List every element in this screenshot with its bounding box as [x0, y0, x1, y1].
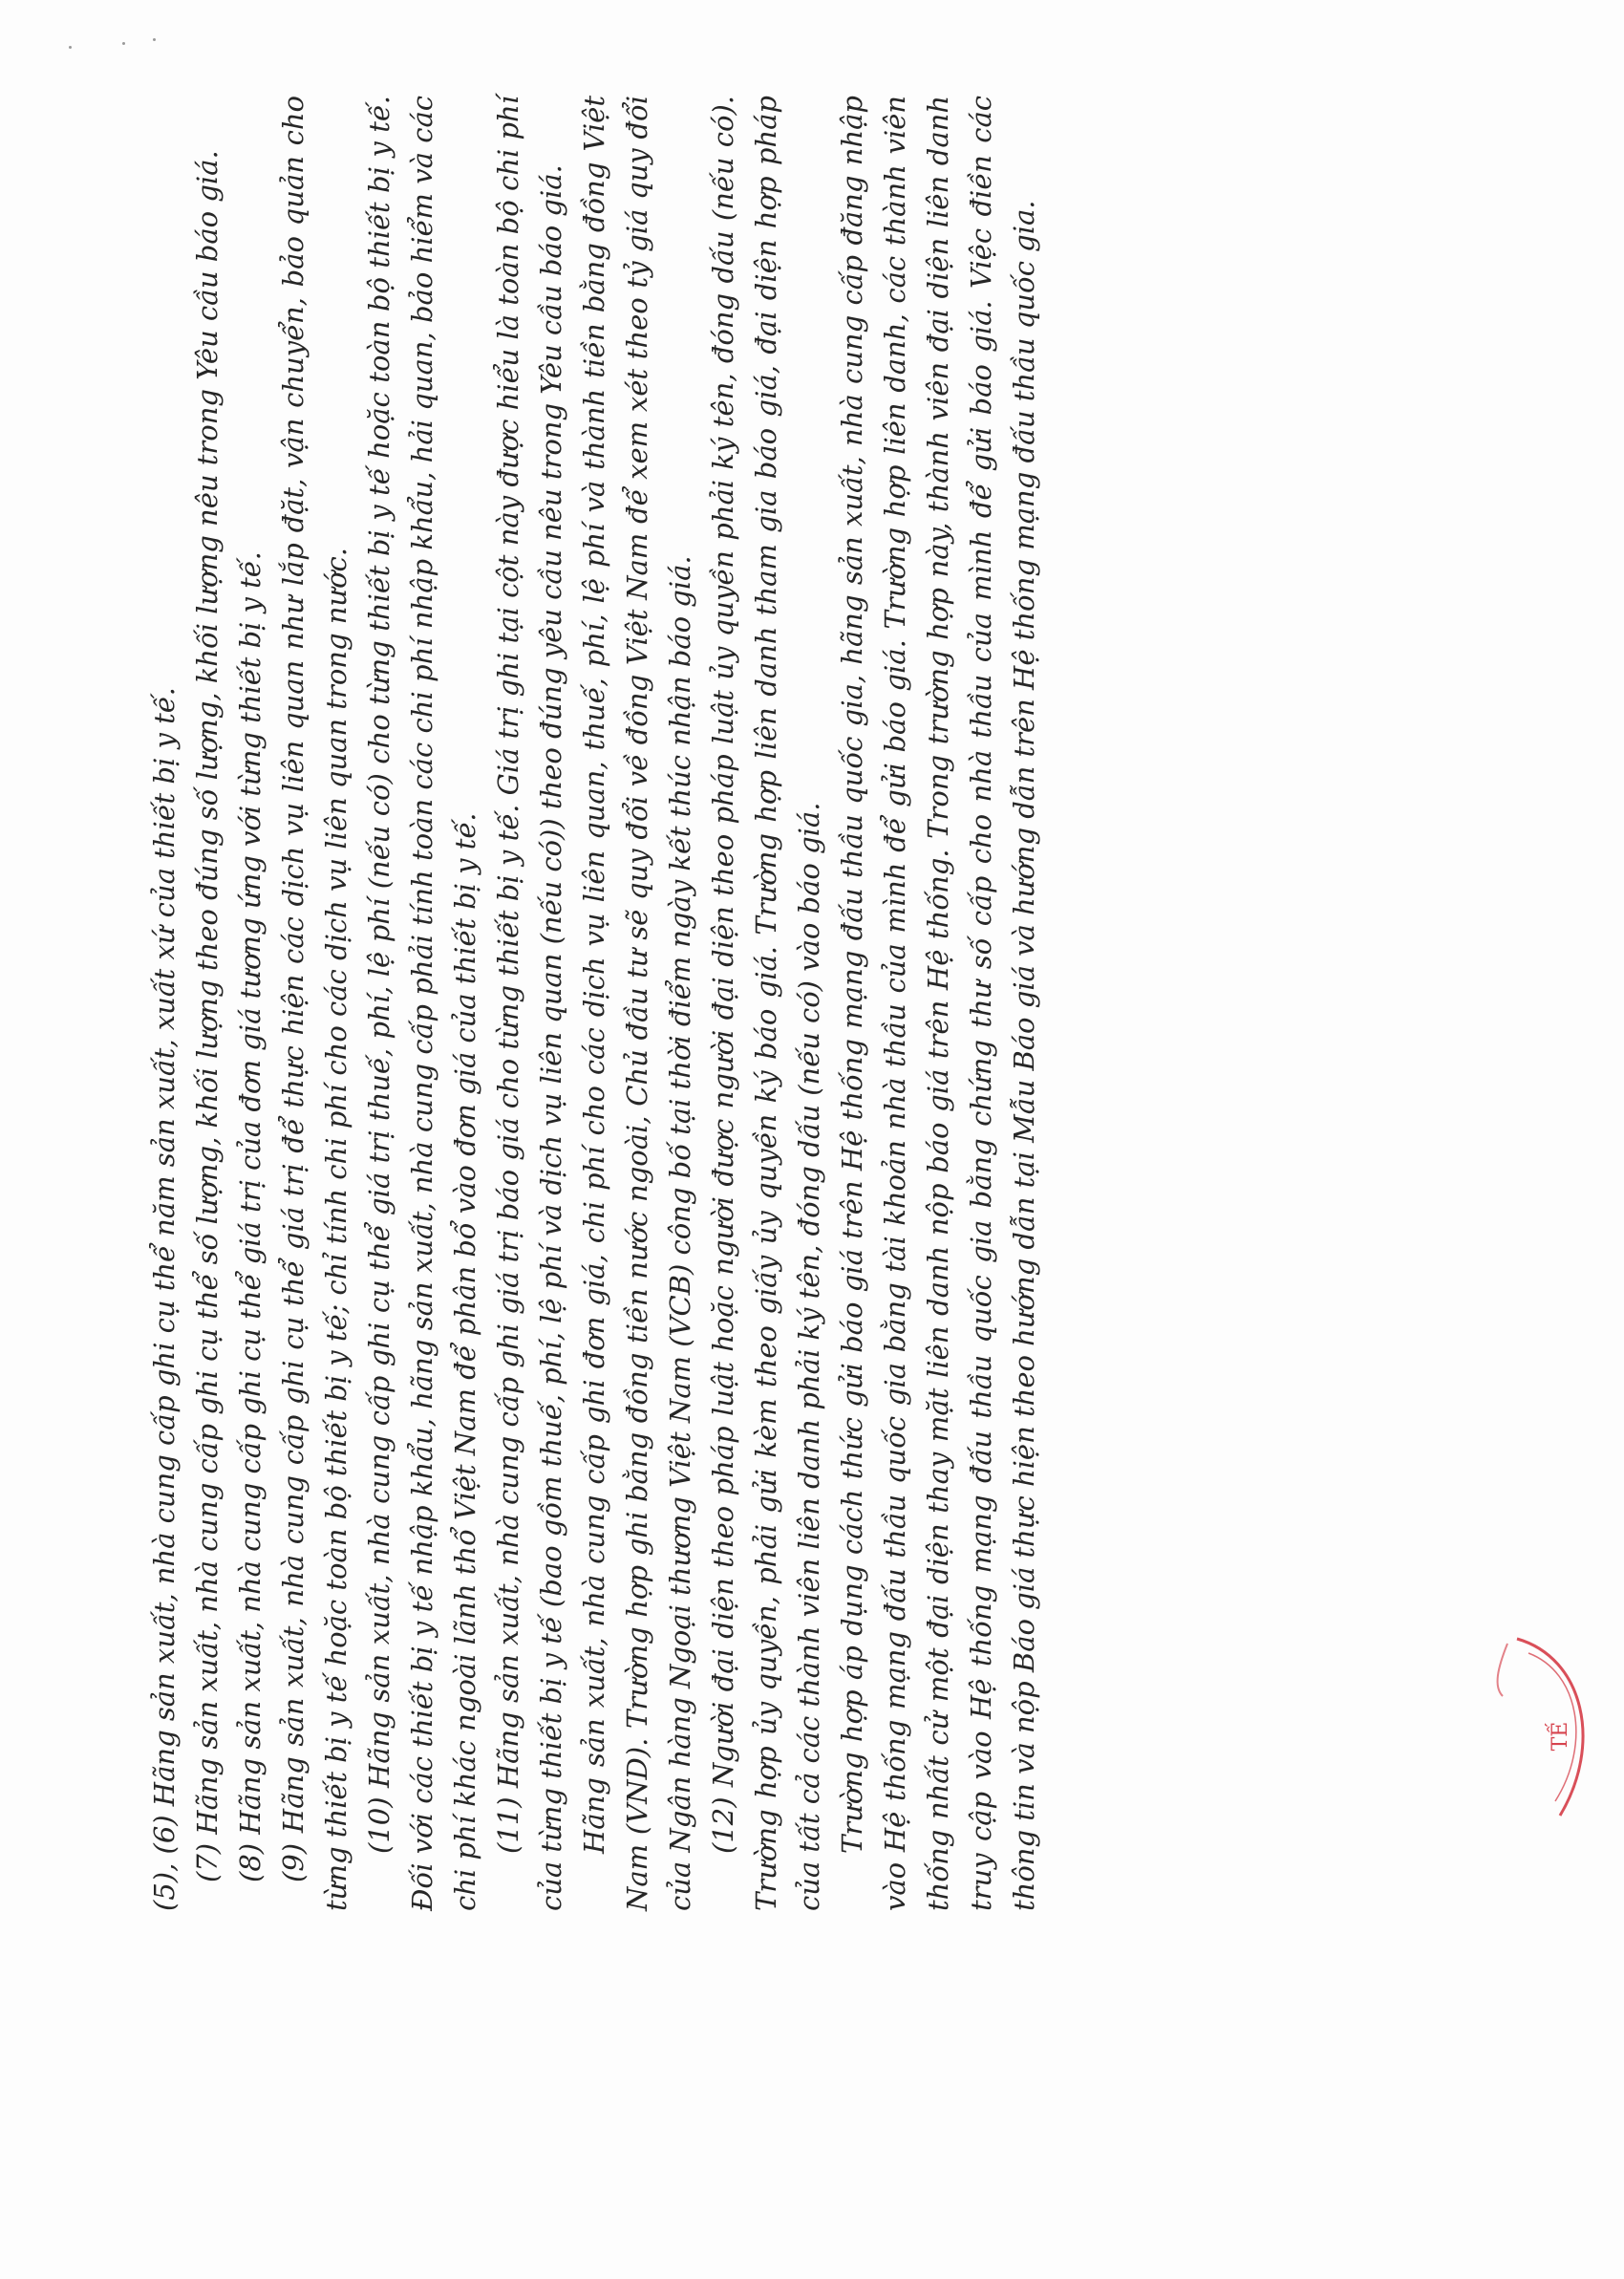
paragraph-note-7: (7) Hãng sản xuất, nhà cung cấp ghi cụ thể số lượng, khối lượng theo đúng số lượng, khối lượng nêu trong Yêu cầu báo giá.: [191, 150, 224, 1882]
paragraph-online-submission: Trường hợp áp dụng cách thức gửi báo giá trên Hệ thống mạng đấu thầu quốc gia, hãng sản xuất, nhà cung cấp đăng nhập vào Hệ thống mạng đấu thầu quốc gia bằng tài khoản nhà thầu của mình để gửi báo giá. Trường hợp liên danh, các thành viên thống nhất cử một đại diện thay mặt liên danh nộp báo giá trên Hệ thống. Trong trường hợp này, thành viên đại diện liên danh truy cập vào Hệ thống mạng đấu thầu quốc gia bằng chứng thư số cấp cho nhà thầu của mình để gửi báo giá. Việc điền các thông tin và nộp Báo giá thực hiện theo hướng dẫn tại Mẫu Báo giá và hướng dẫn trên Hệ thống mạng đấu thầu quốc gia.: [836, 96, 1040, 1911]
paragraph-note-11: (11) Hãng sản xuất, nhà cung cấp ghi giá trị báo giá cho từng thiết bị y tế. Giá trị ghi tại cột này được hiểu là toàn bộ chi phí của từng thiết bị y tế (bao gồm thuế, phí, lệ phí và dịch vụ liên quan (nếu có)) theo đúng yêu cầu nêu trong Yêu cầu báo giá.: [492, 96, 567, 1911]
paragraph-note-10: (10) Hãng sản xuất, nhà cung cấp ghi cụ thể giá trị thuế, phí, lệ phí (nếu có) cho từng thiết bị y tế hoặc toàn bộ thiết bị y tế. Đối với các thiết bị y tế nhập khẩu, hãng sản xuất, nhà cung cấp phải tính toàn các chi phí nhập khẩu, hải quan, bảo hiểm và các chi phí khác ngoài lãnh thổ Việt Nam để phân bổ vào đơn giá của thiết bị y tế.: [363, 96, 481, 1911]
scan-speck: [69, 46, 72, 49]
red-seal-stamp: [1479, 1629, 1603, 1830]
scan-speck: [122, 42, 125, 45]
scan-speck: [153, 38, 156, 41]
document-body: [143, 96, 1046, 1911]
paragraph-note-8: (8) Hãng sản xuất, nhà cung cấp ghi cụ thể giá trị của đơn giá tương ứng với từng thiết bị y tế.: [234, 551, 267, 1882]
paragraph-note-5-6: (5), (6) Hãng sản xuất, nhà cung cấp ghi cụ thể năm sản xuất, xuất xứ của thiết bị y tế.: [148, 687, 181, 1911]
stamp-text: TẾ: [1549, 1721, 1572, 1752]
paragraph-currency: Hãng sản xuất, nhà cung cấp ghi đơn giá, chi phí cho các dịch vụ liên quan, thuế, phí, lệ phí và thành tiền bằng đồng Việt Nam (VND). Trường hợp ghi bằng đồng tiền nước ngoài, Chủ đầu tư sẽ quy đổi về đồng Việt Nam để xem xét theo tỷ giá quy đổi của Ngân hàng Ngoại thương Việt Nam (VCB) công bố tại thời điểm ngày kết thúc nhận báo giá.: [578, 96, 696, 1911]
paragraph-note-12: (12) Người đại diện theo pháp luật hoặc người được người đại diện theo pháp luật ủy quyền phải ký tên, đóng dấu (nếu có). Trường hợp ủy quyền, phải gửi kèm theo giấy ủy quyền ký báo giá. Trường hợp liên danh tham gia báo giá, đại diện hợp pháp của tất cả các thành viên liên danh phải ký tên, đóng dấu (nếu có) vào báo giá.: [707, 96, 825, 1911]
paragraph-note-9: (9) Hãng sản xuất, nhà cung cấp ghi cụ thể giá trị để thực hiện các dịch vụ liên quan như lắp đặt, vận chuyển, bảo quản cho từng thiết bị y tế hoặc toàn bộ thiết bị y tế; chỉ tính chi phí cho các dịch vụ liên quan trong nước.: [277, 96, 353, 1911]
